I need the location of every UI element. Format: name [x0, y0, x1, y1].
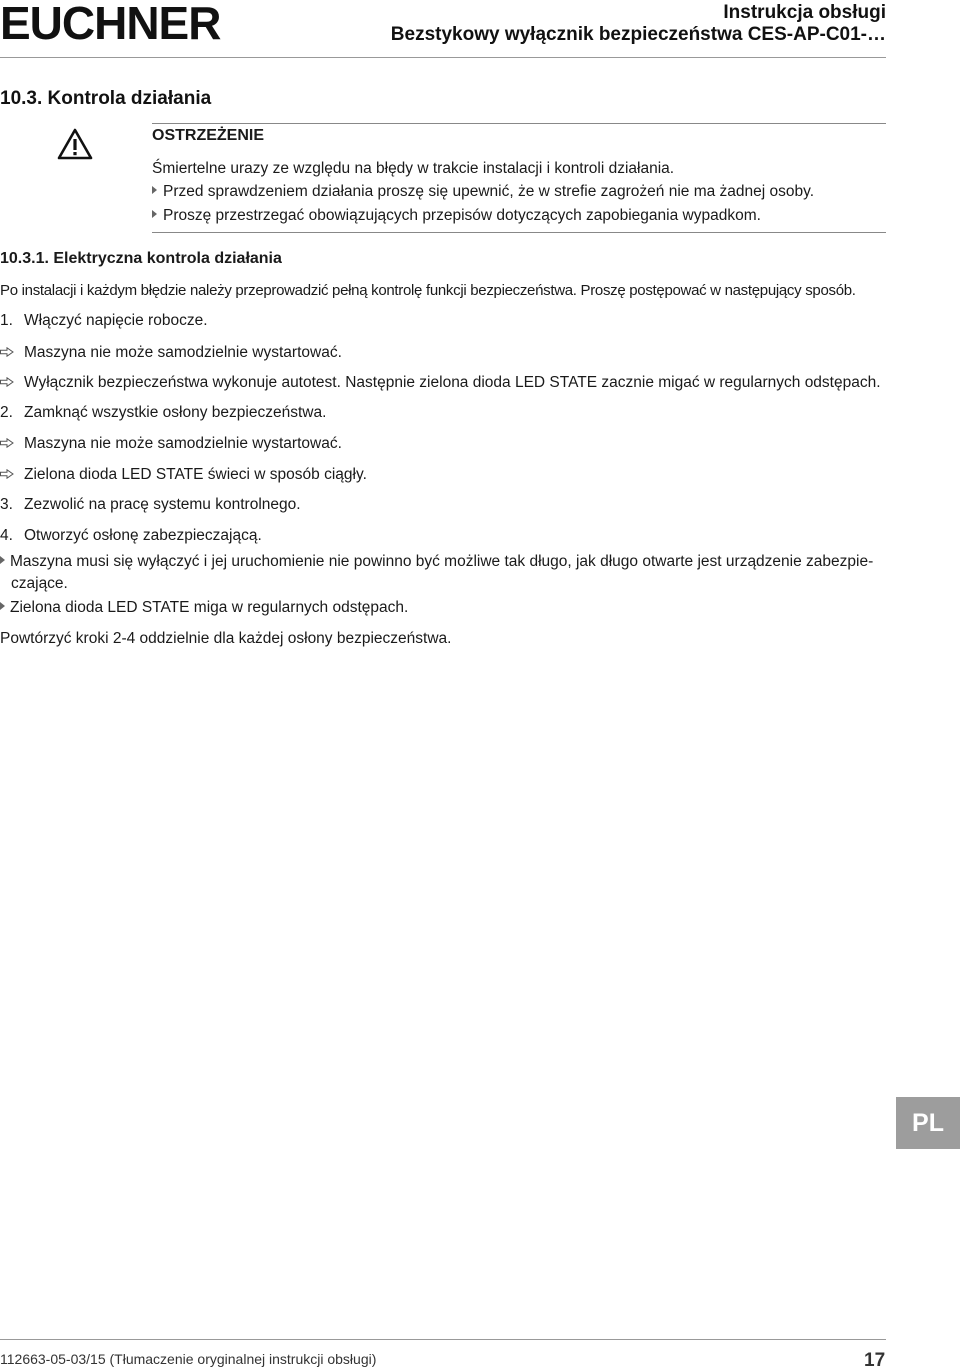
result-item: Maszyna nie może samodzielnie wystartować. — [0, 434, 342, 454]
result-item: Maszyna nie może samodzielnie wystartować. — [0, 343, 342, 363]
result-arrow-icon — [0, 373, 24, 393]
bullet-triangle-icon — [152, 210, 157, 218]
warning-item: Przed sprawdzeniem działania proszę się upewnić, że w strefie zagrożeń nie ma żadnej osoby. — [152, 182, 814, 202]
closing-paragraph: Powtórzyć kroki 2-4 oddzielnie dla każdej osłony bezpieczeństwa. — [0, 630, 452, 647]
result-arrow-icon — [0, 343, 24, 363]
bullet-item-continuation: czające. — [11, 575, 68, 592]
euchner-logo: EUCHNER — [0, 0, 221, 49]
result-arrow-icon — [0, 434, 24, 454]
result-arrow-icon — [0, 465, 24, 485]
warning-triangle-icon — [57, 128, 93, 165]
subsection-title: 10.3.1. Elektryczna kontrola działania — [0, 250, 282, 267]
bullet-triangle-icon — [0, 556, 5, 564]
bullet-triangle-icon — [0, 602, 5, 610]
warning-lead: Śmiertelne urazy ze względu na błędy w trakcie instalacji i kontroli działania. — [152, 160, 675, 177]
step-item: 3. Zezwolić na pracę systemu kontrolnego. — [0, 496, 301, 513]
warning-title: OSTRZEŻENIE — [152, 127, 265, 144]
warning-top-divider — [152, 123, 886, 124]
header-product: Bezstykowy wyłącznik bezpieczeństwa CES-AP-C01-… — [390, 24, 886, 45]
step-item: 1. Włączyć napięcie robocze. — [0, 312, 208, 329]
bullet-item: Zielona dioda LED STATE miga w regularnych odstępach. — [0, 598, 408, 618]
header-divider — [0, 57, 886, 58]
step-number: 3. — [0, 496, 13, 513]
step-number: 1. — [0, 312, 13, 329]
language-badge: PL — [896, 1097, 960, 1149]
step-item: 2. Zamknąć wszystkie osłony bezpieczeństwa. — [0, 404, 327, 421]
intro-paragraph: Po instalacji i każdym błędzie należy przeprowadzić pełną kontrolę funkcji bezpieczeństwa. Proszę postępować w następujący sposób. — [0, 282, 856, 299]
warning-bottom-divider — [152, 232, 886, 233]
bullet-item: Maszyna musi się wyłączyć i jej uruchomienie nie powinno być możliwe tak długo, jak długo otwarte jest urządzenie zabezpie- — [0, 552, 873, 572]
step-number: 2. — [0, 404, 13, 421]
result-item: Wyłącznik bezpieczeństwa wykonuje autotest. Następnie zielona dioda LED STATE zacznie migać w regularnych odstępach. — [0, 373, 881, 393]
step-number: 4. — [0, 527, 13, 544]
warning-item: Proszę przestrzegać obowiązujących przepisów dotyczących zapobiegania wypadkom. — [152, 206, 761, 226]
footer-divider — [0, 1339, 886, 1340]
page-number: 17 — [864, 1350, 886, 1371]
bullet-triangle-icon — [152, 186, 157, 194]
step-item: 4. Otworzyć osłonę zabezpieczającą. — [0, 527, 262, 544]
section-title: 10.3. Kontrola działania — [0, 88, 212, 109]
header-doc-type: Instrukcja obsługi — [723, 2, 886, 23]
result-item: Zielona dioda LED STATE świeci w sposób ciągły. — [0, 465, 367, 485]
footer-doc-ref: 112663-05-03/15 (Tłumaczenie oryginalnej instrukcji obsługi) — [0, 1351, 377, 1367]
